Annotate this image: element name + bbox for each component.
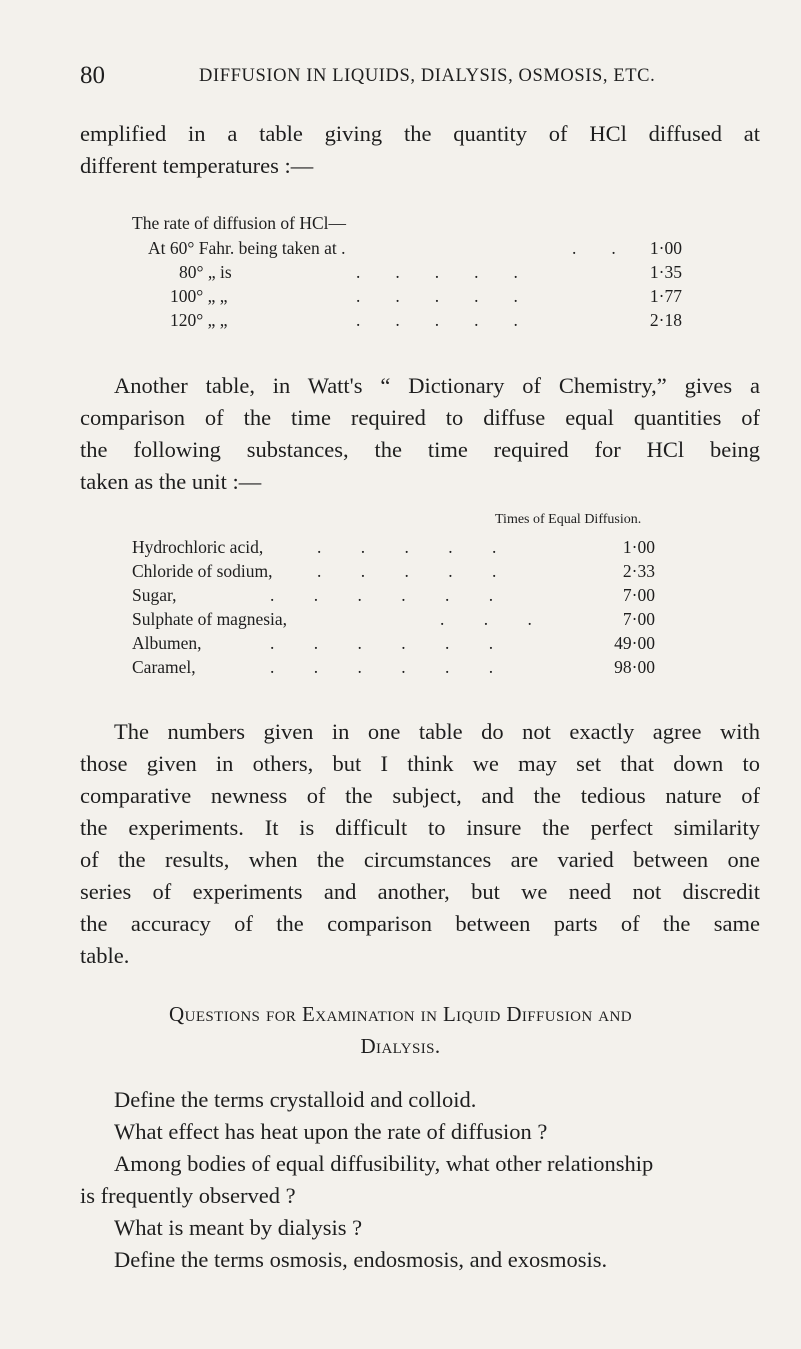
question-line: What effect has heat upon the rate of diffusion ?	[114, 1119, 548, 1144]
section-heading-continued: Dialysis.	[360, 1034, 441, 1058]
row-label: Chloride of sodium,	[132, 561, 273, 581]
leader-dots: . . . . . .	[270, 585, 494, 605]
text-line: the accuracy of the comparison between parts of the same	[80, 911, 760, 936]
text-line: Another table, in Watt's “ Dictionary of Chemistry,” gives a	[114, 373, 760, 398]
row-value: 98·00	[614, 657, 655, 677]
row-value: 1·77	[649, 286, 682, 306]
row-label: 100° „ „	[170, 286, 228, 306]
leader-dots: . . . . . .	[270, 657, 494, 677]
table-row	[0, 561, 801, 585]
row-label: At 60° Fahr. being taken at .	[148, 238, 346, 258]
table-row	[0, 262, 801, 286]
running-head: DIFFUSION IN LIQUIDS, DIALYSIS, OSMOSIS, ETC.	[199, 66, 656, 86]
text-line: emplified in a table giving the quantity of HCl diffused at	[80, 121, 760, 146]
text-line: the experiments. It is difficult to insure the perfect similarity	[80, 815, 760, 840]
leader-dots: . . . . .	[356, 262, 518, 282]
row-value: 2·18	[649, 310, 682, 330]
leader-dots: . . . . . .	[270, 633, 494, 653]
row-label: Albumen,	[132, 633, 202, 653]
row-label: Sulphate of magnesia,	[132, 609, 288, 629]
leader-dots: . .	[572, 238, 616, 258]
text-line: series of experiments and another, but we need not discredit	[80, 879, 760, 904]
table-caption: The rate of diffusion of HCl—	[132, 213, 347, 233]
table-row	[0, 310, 801, 334]
text-line: comparison of the time required to diffuse equal quantities of	[80, 405, 760, 430]
table-row	[0, 609, 801, 633]
row-label: Sugar,	[132, 585, 177, 605]
question-line: What is meant by dialysis ?	[114, 1215, 363, 1240]
text-line: The numbers given in one table do not exactly agree with	[114, 719, 760, 744]
column-header: Times of Equal Diffusion.	[495, 512, 642, 527]
leader-dots: . . . . .	[356, 286, 518, 306]
row-value: 1·35	[649, 262, 682, 282]
row-value: 49·00	[614, 633, 655, 653]
leader-dots: . . . . .	[317, 537, 497, 557]
row-value: 2·33	[622, 561, 655, 581]
discussion-paragraph	[80, 716, 760, 972]
leader-dots: . . .	[440, 609, 532, 629]
page-header	[80, 62, 760, 92]
row-value: 1·00	[622, 537, 655, 557]
table-row	[0, 657, 801, 681]
row-label: Hydrochloric acid,	[132, 537, 264, 557]
section-heading: Questions for Examination in Liquid Diffusion and	[169, 1002, 632, 1026]
question-line: Define the terms crystalloid and colloid.	[114, 1087, 477, 1112]
row-label: 120° „ „	[170, 310, 228, 330]
row-label: Caramel,	[132, 657, 196, 677]
leader-dots: . . . . .	[317, 561, 497, 581]
row-value: 1·00	[649, 238, 682, 258]
question-line: is frequently observed ?	[80, 1183, 296, 1208]
table-row	[0, 537, 801, 561]
question-line: Among bodies of equal diffusibility, what other relationship	[114, 1151, 654, 1176]
text-line: taken as the unit :—	[80, 469, 262, 494]
leader-dots: . . . . .	[356, 310, 518, 330]
question-line: Define the terms osmosis, endosmosis, and exosmosis.	[114, 1247, 608, 1272]
table-row	[0, 633, 801, 657]
watts-dictionary-paragraph	[80, 370, 760, 498]
row-value: 7·00	[622, 585, 655, 605]
text-line: table.	[80, 943, 130, 968]
row-value: 7·00	[622, 609, 655, 629]
table-row	[0, 585, 801, 609]
intro-paragraph	[80, 118, 760, 182]
text-line: comparative newness of the subject, and the tedious nature of	[80, 783, 760, 808]
text-line: the following substances, the time required for HCl being	[80, 437, 760, 462]
text-line: of the results, when the circumstances are varied between one	[80, 847, 760, 872]
page-number: 80	[80, 62, 105, 89]
text-line: those given in others, but I think we may set that down to	[80, 751, 760, 776]
text-line: different temperatures :—	[80, 153, 314, 178]
table-row	[0, 238, 801, 262]
questions-list	[80, 1084, 740, 1276]
row-label: 80° „ is	[179, 262, 232, 282]
table-row	[0, 286, 801, 310]
